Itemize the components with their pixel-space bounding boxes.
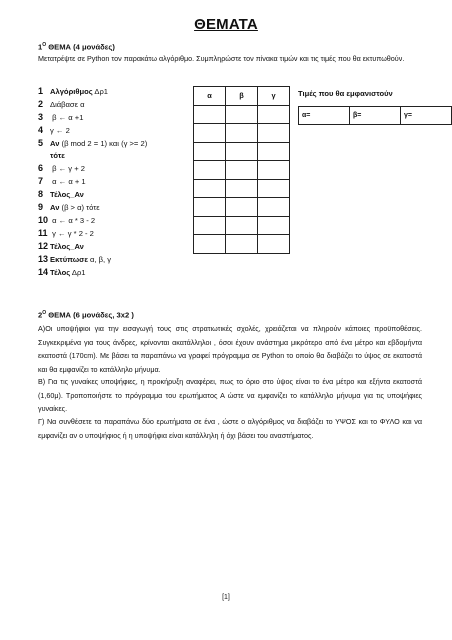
statement-text: α ← α + 1 bbox=[50, 177, 86, 187]
line-number: 9 bbox=[38, 202, 44, 213]
trace-table-cell bbox=[226, 235, 258, 254]
line-number: 7 bbox=[38, 176, 44, 187]
q2-paragraph-b: Β) Για τις γυναίκες υποψήφιες, η προκήρυξη αναφέρει, πως το όριο στο ύψος είναι το ένα μέτρο και εξήντα εκατοστά (1,60μ). Τροποποιήστε το πρόγραμμα του ερωτήματος Α ώστε να εμφανίζει το κατάλληλο μήνυμα για τις υποψήφιες γυναίκες. bbox=[38, 377, 422, 414]
trace-table-header-cell: α bbox=[194, 87, 226, 106]
algorithm-line bbox=[38, 267, 86, 277]
trace-table-cell bbox=[194, 235, 226, 254]
statement-text: (β mod 2 = 1) και (γ >= 2) bbox=[59, 138, 148, 148]
table-row bbox=[194, 124, 290, 143]
trace-table-cell bbox=[226, 124, 258, 143]
statement-text: β ← α +1 bbox=[50, 112, 84, 122]
table-row bbox=[194, 216, 290, 235]
keyword: τότε bbox=[50, 150, 65, 160]
line-number: 8 bbox=[38, 189, 44, 200]
keyword: Τέλος bbox=[50, 267, 71, 277]
q1-heading: $1^O$ ΘΕΜΑ (4 μονάδες) bbox=[38, 42, 115, 52]
q2-paragraph-c: Γ) Να συνθέσετε τα παραπάνω δύο ερωτήματα σε ένα , ώστε ο αλγόριθμος να διαβάζει το ΥΨΟΣ και το ΦΥΛΟ και να εμφανίζει αν ο υποψήφιος ή η υποψήφια είναι κατάλληλη ή όχι βάσει του αναστήματος. bbox=[38, 417, 422, 440]
output-cell: β= bbox=[350, 107, 401, 125]
line-number: 13 bbox=[38, 253, 49, 264]
q1-intro: Μετατρέψτε σε Python τον παρακάτω αλγόριθμο. Συμπληρώστε τον πίνακα τιμών και τις τιμές που θα εκτυπωθούν. bbox=[38, 54, 405, 63]
line-number: 1 bbox=[38, 86, 44, 96]
statement-text: Δρ1 bbox=[70, 267, 86, 277]
algorithm-line bbox=[38, 241, 84, 251]
output-row bbox=[299, 107, 452, 125]
trace-table-cell bbox=[258, 124, 290, 143]
trace-table-cell bbox=[258, 235, 290, 254]
trace-table-cell bbox=[258, 216, 290, 235]
output-table bbox=[298, 106, 452, 125]
keyword: Αν bbox=[50, 138, 60, 148]
trace-table-cell bbox=[194, 124, 226, 143]
output-title: Τιμές που θα εμφανιστούν bbox=[298, 89, 393, 98]
trace-table-cell bbox=[194, 198, 226, 217]
statement-text: γ ← γ * 2 - 2 bbox=[50, 228, 94, 238]
trace-table-cell bbox=[226, 161, 258, 180]
algorithm-line bbox=[38, 112, 83, 122]
algorithm-line bbox=[38, 99, 84, 109]
table-row bbox=[194, 198, 290, 217]
algorithm-line bbox=[38, 189, 84, 199]
algorithm-line bbox=[38, 202, 100, 212]
keyword: Εκτύπωσε bbox=[50, 254, 88, 264]
table-row bbox=[194, 142, 290, 161]
line-number: 2 bbox=[38, 98, 44, 109]
algorithm-line bbox=[38, 254, 111, 264]
page-number: [1] bbox=[222, 594, 230, 601]
trace-table-cell bbox=[226, 198, 258, 217]
trace-table-cell bbox=[258, 198, 290, 217]
table-row bbox=[194, 161, 290, 180]
algorithm-line bbox=[38, 86, 108, 96]
table-row bbox=[194, 235, 290, 254]
q2-paragraph-a: Α)Οι υποψήφιοι για την εισαγωγή τους στις στρατιωτικές σχολές, χρειάζεται να πληρούν κάποιες προϋποθέσεις. Συγκεκριμένα για τους άνδρες, κρίνονται ακατάλληλοι , όσοι έχουν ανάστημα μικρότερο από ένα μέτρο και εβδομήντα εκατοστά (170cm). Με βάσει τα παραπάνω να γραφεί πρόγραμμα σε Python το οποίο θα διαβάζει το ύψος σε εκατοστά και θα εμφανίζει το κατάλληλο μήνυμα. bbox=[38, 324, 422, 374]
q2-heading: $2^O$ ΘΕΜΑ (6 μονάδες, 3x2 ) bbox=[38, 310, 134, 320]
algorithm-line bbox=[38, 151, 65, 160]
trace-table-cell bbox=[194, 142, 226, 161]
trace-table-cell bbox=[226, 142, 258, 161]
trace-table bbox=[193, 86, 290, 254]
statement-text: α ← α * 3 - 2 bbox=[50, 216, 96, 225]
table-row bbox=[194, 179, 290, 198]
keyword: Τέλος_Αν bbox=[50, 241, 84, 251]
algorithm-line bbox=[38, 215, 95, 225]
table-row bbox=[194, 105, 290, 124]
trace-table-cell bbox=[226, 216, 258, 235]
trace-table-cell bbox=[226, 105, 258, 124]
trace-table-cell bbox=[226, 179, 258, 198]
output-cell: γ= bbox=[401, 107, 452, 125]
statement-text: Διάβασε α bbox=[50, 99, 85, 109]
algorithm-line bbox=[38, 163, 85, 173]
output-cell: α= bbox=[299, 107, 350, 125]
trace-table-cell bbox=[194, 179, 226, 198]
line-number: 12 bbox=[38, 240, 49, 251]
algorithm-line bbox=[38, 176, 86, 186]
trace-table-header-cell: β bbox=[226, 87, 258, 106]
statement-text: α, β, γ bbox=[87, 254, 112, 264]
line-number: 3 bbox=[38, 111, 44, 122]
trace-table-header-cell: γ bbox=[258, 87, 290, 106]
trace-table-cell bbox=[258, 142, 290, 161]
keyword: Αλγόριθμος bbox=[50, 87, 93, 96]
trace-table-cell bbox=[194, 216, 226, 235]
algorithm-line bbox=[38, 228, 94, 238]
line-number: 4 bbox=[38, 124, 44, 135]
algorithm-line bbox=[38, 125, 70, 135]
trace-table-cell bbox=[194, 161, 226, 180]
trace-table-cell bbox=[194, 105, 226, 124]
trace-table-cell bbox=[258, 179, 290, 198]
page-title: ΘΕΜΑΤΑ bbox=[194, 16, 258, 33]
statement-text: β ← γ + 2 bbox=[50, 164, 85, 174]
keyword: Αν bbox=[50, 203, 60, 213]
trace-table-cell bbox=[258, 105, 290, 124]
algorithm-line bbox=[38, 138, 147, 148]
line-number: 10 bbox=[38, 215, 49, 225]
statement-text: Δρ1 bbox=[92, 87, 109, 96]
statement-text: (β > α) τότε bbox=[59, 203, 100, 213]
trace-table-cell bbox=[258, 161, 290, 180]
trace-table-header bbox=[194, 87, 290, 106]
line-number: 5 bbox=[38, 137, 44, 148]
line-number: 6 bbox=[38, 163, 44, 174]
keyword: Τέλος_Αν bbox=[50, 190, 84, 200]
line-number: 14 bbox=[38, 266, 49, 277]
statement-text: γ ← 2 bbox=[50, 125, 70, 135]
line-number: 11 bbox=[38, 227, 48, 238]
